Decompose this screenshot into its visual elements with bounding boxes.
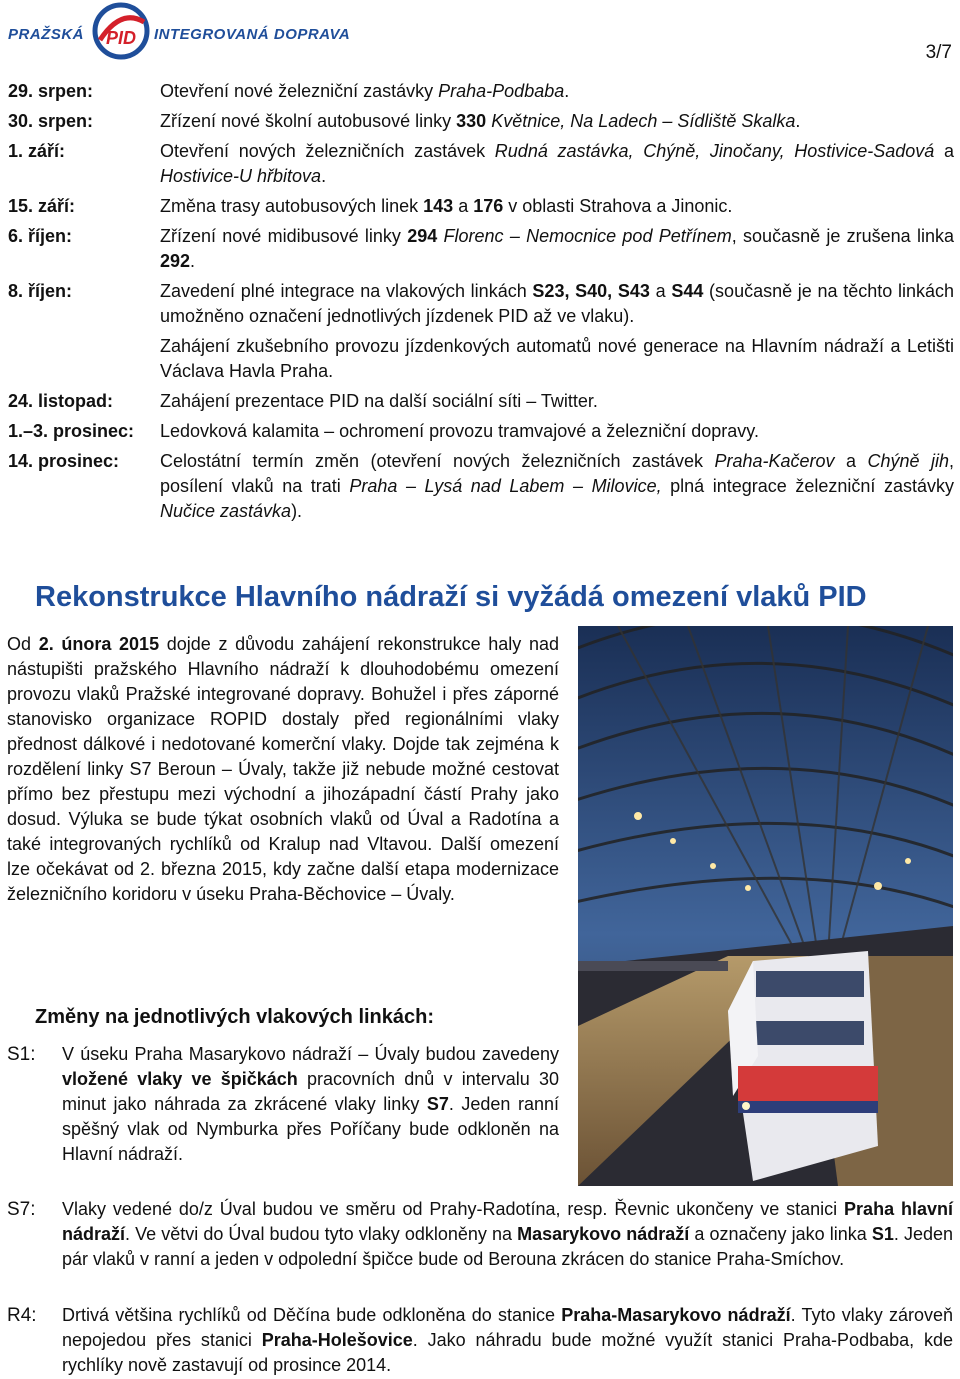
logo-text: PID — [105, 28, 137, 48]
event-row — [8, 389, 954, 414]
bold-text: S7 — [426, 1094, 449, 1114]
train-station-image-icon — [578, 626, 953, 1186]
bold-text: 2. února 2015 — [38, 634, 160, 654]
bold-text: 330 — [456, 111, 487, 131]
line-label: S1: — [7, 1044, 36, 1065]
event-date: 1.–3. prosinec: — [8, 421, 135, 441]
event-text: Změna trasy autobusových linek 143 a 176 v oblasti Strahova a Jinonic. — [160, 196, 733, 216]
event-row — [8, 224, 954, 274]
article-intro: Od 2. února 2015 dojde z důvodu zahájení rekonstrukce haly nad nástupišti pražského Hlavního nádraží k dlouhodobému omezení provozu vlaků Pražské integrované dopravy. Bohužel i přes záporné stanovisko organizace ROPID dostaly před regionálními vlaky přednost dálkové i nedotované komerční vlaky. Dojde tak zejména k rozdělení linky S7 Beroun – Úvaly, takže již nebude možné cestovat přímo bez přestupu mezi východní a jihozápadní částí Prahy jako dosud. Výluka se bude týkat osobních vlaků od Úval a Radotína a také integrovaných rychlíků od Kralup nad Vltavou. Další omezení lze očekávat od 2. března 2015, kdy začne další etapa modernizace železničního koridoru v úseku Praha-Běchovice – Úvaly. — [7, 634, 559, 904]
event-row — [8, 334, 954, 384]
bold-text: 143 — [423, 196, 454, 216]
event-text: Otevření nové železniční zastávky Praha-Podbaba. — [160, 81, 570, 101]
event-date: 1. září: — [8, 141, 66, 161]
event-text: Ledovková kalamita – ochromení provozu tramvajové a železniční dopravy. — [160, 421, 759, 441]
event-text: Zavedení plné integrace na vlakových linkách S23, S40, S43 a S44 (současně je na těchto linkách umožněno označení jednotlivých jízdenek PID až ve vlaku). — [160, 281, 955, 326]
italic-text: Praha-Podbaba — [438, 81, 565, 101]
event-date: 30. srpen: — [8, 111, 94, 131]
italic-text: Rudná zastávka, Chýně, Jinočany, Hostivice-Sadová — [494, 141, 935, 161]
bold-text: 176 — [473, 196, 504, 216]
line-change-item — [7, 1303, 953, 1378]
event-text: Zřízení nové midibusové linky 294 Florenc – Nemocnice pod Petřínem, současně je zrušena linka 292. — [160, 226, 954, 271]
event-date: 6. říjen: — [8, 226, 73, 246]
line-text: V úseku Praha Masarykovo nádraží – Úvaly budou zavedeny vložené vlaky ve špičkách pracovních dnů v intervalu 30 minut jako náhrada za zkrácené vlaky linky S7. Jeden ranní spěšný vlak od Nymburka přes Poříčany bude odkloněn na Hlavní nádraží. — [62, 1044, 559, 1164]
event-row — [8, 109, 954, 134]
event-row — [8, 449, 954, 524]
italic-text: Praha – Lysá nad Labem – Milovice, — [349, 476, 662, 496]
italic-text: Květnice, Na Ladech – Sídliště Skalka — [491, 111, 796, 131]
line-label: S7: — [7, 1199, 36, 1220]
event-date: 29. srpen: — [8, 81, 94, 101]
bold-text: vložené vlaky ve špičkách — [62, 1069, 298, 1089]
bold-text: Praha-Holešovice — [261, 1330, 413, 1350]
page-number: 3/7 — [925, 42, 952, 63]
bold-text: Praha-Masarykovo nádraží — [561, 1305, 791, 1325]
bold-text: 292 — [160, 251, 191, 271]
event-date: 15. září: — [8, 196, 76, 216]
bold-text: 294 — [407, 226, 438, 246]
event-date: 8. říjen: — [8, 281, 73, 301]
line-label: R4: — [7, 1305, 37, 1326]
italic-text: Hostivice-U hřbitova — [160, 166, 322, 186]
bold-text: S1 — [871, 1224, 894, 1244]
event-row — [8, 139, 954, 189]
line-text: Drtivá většina rychlíků od Děčína bude odkloněna do stanice Praha-Masarykovo nádraží. Tyto vlaky zároveň nepojedou přes stanici Praha-Holešovice. Jako náhradu bude možné využít stanici Praha-Podbaba, kde rychlíky nově zastavují od prosince 2014. — [62, 1305, 954, 1375]
event-date — [8, 334, 160, 384]
event-date: 24. listopad: — [8, 391, 114, 411]
station-photo — [578, 626, 953, 1186]
italic-text: Nučice zastávka — [160, 501, 292, 521]
event-text: Celostátní termín změn (otevření nových železničních zastávek Praha-Kačerov a Chýně jih, posílení vlaků na trati Praha – Lysá nad Labem – Milovice, plná integrace železniční zastávky Nučice zastávka). — [160, 451, 955, 521]
event-text: Zřízení nové školní autobusové linky 330 Květnice, Na Ladech – Sídliště Skalka. — [160, 111, 801, 131]
line-change-item — [7, 1042, 559, 1167]
events-list — [8, 79, 954, 524]
italic-text: Praha-Kačerov — [714, 451, 835, 471]
event-date: 14. prosinec: — [8, 451, 120, 471]
brand-integrovana-doprava: INTEGROVANÁ DOPRAVA — [154, 26, 351, 43]
bold-text: Praha hlavní nádraží — [62, 1199, 953, 1244]
event-row — [8, 79, 954, 104]
event-text: Zahájení zkušebního provozu jízdenkových automatů nové generace na Hlavním nádraží a Letišti Václava Havla Praha. — [160, 336, 954, 381]
page-header — [6, 2, 954, 63]
italic-text: Chýně jih — [867, 451, 949, 471]
italic-text: Florenc – Nemocnice pod Petřínem — [443, 226, 732, 246]
event-row — [8, 194, 954, 219]
brand-prazska: PRAŽSKÁ — [8, 26, 85, 43]
event-text: Otevření nových železničních zastávek Rudná zastávka, Chýně, Jinočany, Hostivice-Sadová a Hostivice-U hřbitova. — [160, 141, 954, 186]
event-row — [8, 279, 954, 329]
line-text: Vlaky vedené do/z Úval budou ve směru od Prahy-Radotína, resp. Řevnic ukončeny ve stanici Praha hlavní nádraží. Ve větvi do Úval budou tyto vlaky odkloněny na Masarykovo nádraží a označeny jako linka S1. Jeden pár vlaků v ranní a jeden v odpolední špičce bude od Berouna zkrácen do stanice Praha-Smíchov. — [62, 1199, 954, 1269]
event-text: Zahájení prezentace PID na další sociální síti – Twitter. — [160, 391, 598, 411]
bold-text: S23, S40, S43 — [532, 281, 650, 301]
pid-logo-icon — [92, 2, 150, 60]
line-change-item — [7, 1197, 953, 1272]
article-title: Rekonstrukce Hlavního nádraží si vyžádá omezení vlaků PID — [35, 581, 867, 613]
lines-subtitle: Změny na jednotlivých vlakových linkách: — [35, 1006, 435, 1028]
bold-text: Masarykovo nádraží — [517, 1224, 690, 1244]
bold-text: S44 — [671, 281, 704, 301]
event-row — [8, 419, 954, 444]
